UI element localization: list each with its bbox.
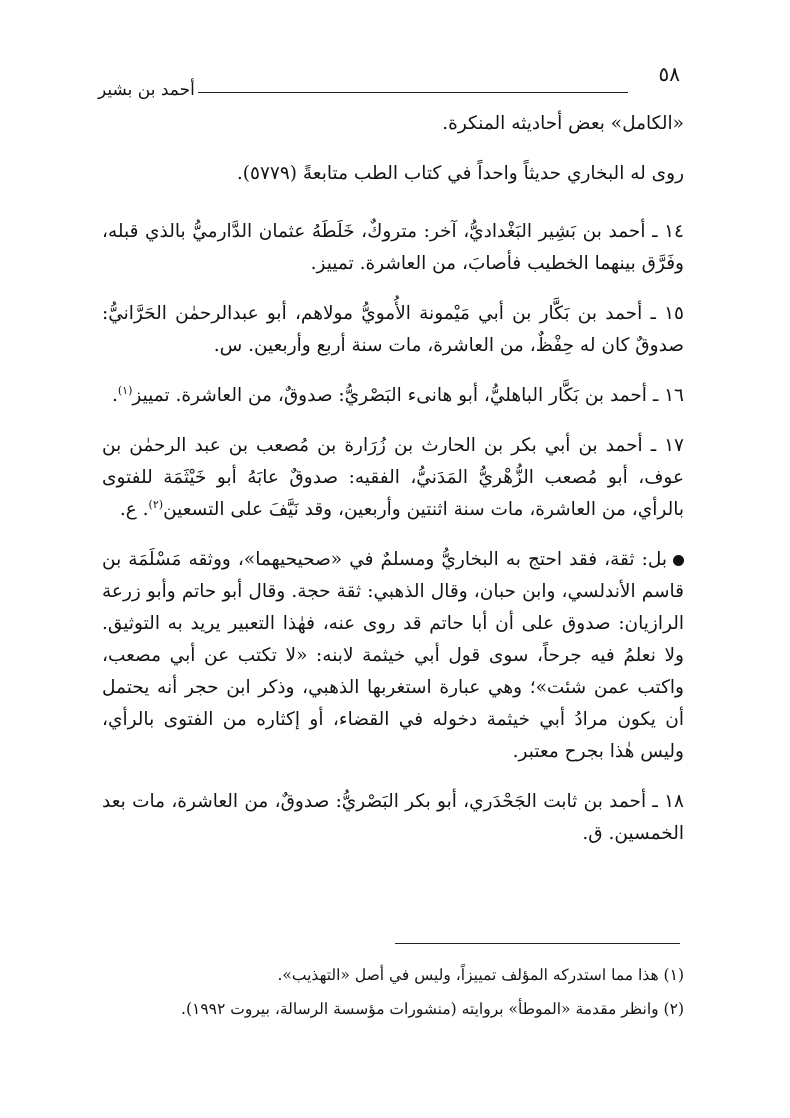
editor-comment-text: بل: ثقة، فقد احتج به البخاريُّ ومسلمٌ في «صحيحيهما»، ووثقه مَسْلَمَة بن قاسم الأندلسي، وابن حبان، وقال الذهبي: ثقة حجة. وقال أبو حاتم وأبو زرعة الرازيان: صدوق على أن أبا حاتم قد روى عنه، فهٰذا التعبير يريد به التوثيق. ولا نعلمُ فيه جرحاً، سوى قول أبي خيثمة لابنه: «لا تكتب عن أبي مصعب، واكتب عمن شئت»؛ وهي عبارة استغربها الذهبي، وذكر ابن حجر أنه يحتمل أن يكون مرادُ أبي خيثمة دخوله في القضاء، أو إكثاره من الفتوى بالرأي، وليس هٰذا بجرح معتبر. bbox=[102, 549, 684, 762]
entry-17 bbox=[102, 430, 684, 526]
footnote-ref-2[interactable]: (٢) bbox=[148, 497, 164, 511]
paragraph-1: «الكامل» بعض أحاديثه المنكرة. bbox=[442, 113, 684, 134]
header-rule bbox=[198, 92, 628, 93]
paragraph-2: روى له البخاري حديثاً واحداً في كتاب الطب متابعةً (٥٧٧٩). bbox=[236, 163, 684, 184]
footnote-2: (٢) وانظر مقدمة «الموطأ» بروايته (منشورات مؤسسة الرسالة، بيروت ١٩٩٢). bbox=[181, 1000, 684, 1018]
bullet-dot-icon bbox=[673, 555, 684, 566]
footnote-separator bbox=[395, 943, 680, 944]
main-text bbox=[102, 108, 684, 868]
entry-16 bbox=[102, 380, 684, 412]
footnote-1: (١) هذا مما استدركه المؤلف تمييزاً، وليس في أصل «التهذيب». bbox=[277, 966, 684, 984]
footnote-ref-1[interactable]: (١) bbox=[117, 383, 133, 397]
entry-15: ١٥ ـ أحمد بن بَكَّار بن أبي مَيْمونة الأُمويُّ مولاهم، أبو عبدالرحمٰن الحَرَّانيُّ: صدوقٌ كان له حِفْظٌ، من العاشرة، مات سنة أربع وأربعين. س. bbox=[102, 303, 684, 356]
entry-16-tail: . bbox=[111, 385, 118, 406]
entry-17-tail: . ع. bbox=[119, 499, 149, 520]
entry-17-text: ١٧ ـ أحمد بن أبي بكر بن الحارث بن زُرَارة بن مُصعب بن عبد الرحمٰن بن عوف، أبو مُصعب الزُّهْريُّ المَدَنيُّ، الفقيه: صدوقٌ عابَهُ أبو خَيْثَمَة للفتوى بالرأي، من العاشرة، مات سنة اثنتين وأربعين، وقد نَيَّفَ على التسعين bbox=[102, 435, 684, 520]
page-header bbox=[98, 62, 680, 100]
entry-18: ١٨ ـ أحمد بن ثابت الجَحْدَري، أبو بكر البَصْريُّ: صدوقٌ، من العاشرة، مات بعد الخمسين. ق. bbox=[102, 791, 684, 844]
footnotes bbox=[100, 960, 684, 1028]
entry-16-text: ١٦ ـ أحمد بن بَكَّار الباهليُّ، أبو هانىء البَصْريُّ: صدوقٌ، من العاشرة. تمييز bbox=[132, 385, 684, 406]
running-head: أحمد بن بشير bbox=[98, 80, 195, 100]
page-number: ٥٨ bbox=[658, 62, 680, 86]
editor-comment bbox=[102, 544, 684, 768]
entry-14: ١٤ ـ أحمد بن بَشِير البَغْداديُّ، آخر: متروكٌ، خَلَطَهُ عثمان الدَّارميُّ بالذي قبله، وفَرَّق بينهما الخطيب فأصابَ، من العاشرة. تمييز. bbox=[102, 221, 684, 274]
